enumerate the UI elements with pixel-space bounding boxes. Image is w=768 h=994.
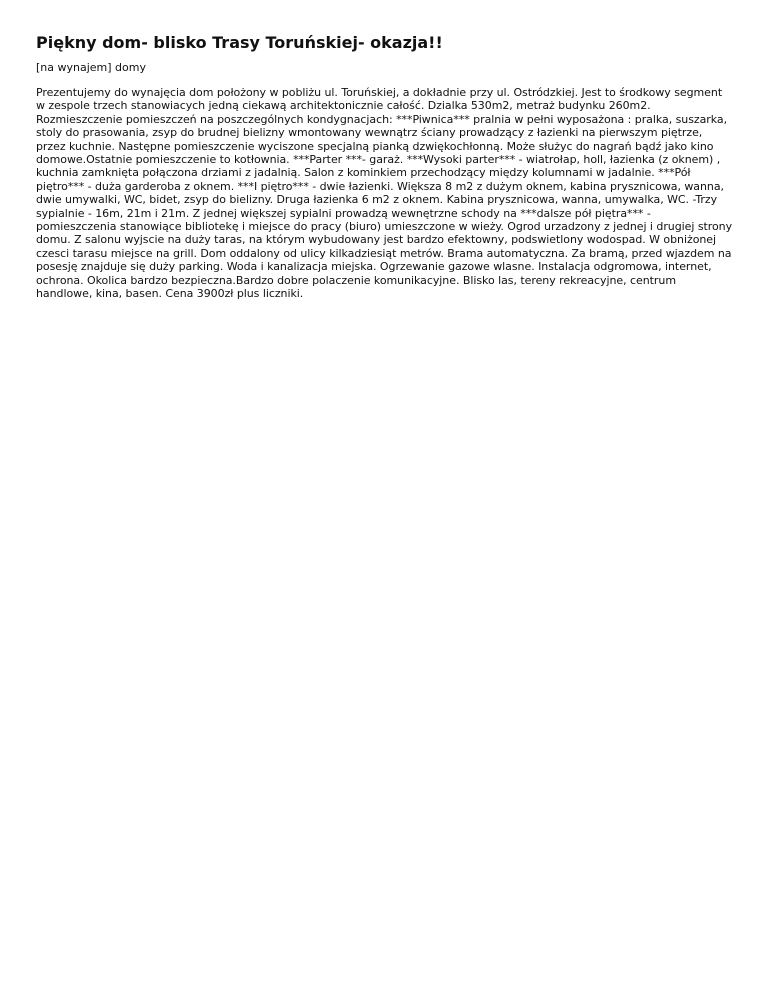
listing-page xyxy=(0,0,768,301)
listing-category: [na wynajem] domy xyxy=(36,61,146,74)
listing-title: Piękny dom- blisko Trasy Toruńskiej- okazja!! xyxy=(36,33,443,52)
listing-description: Prezentujemy do wynajęcia dom położony w pobliżu ul. Toruńskiej, a dokładnie przy ul. Ostródzkiej. Jest to środkowy segment w zespole trzech stanowiacych jedną ciekawą architektonicznie całość. Dzialka 530m2, metraż budynku 260m2. Rozmieszczenie pomieszczeń na poszczególnych kondygnacjach: ***Piwnica*** pralnia w pełni wyposażona : pralka, suszarka, stoly do prasowania, zsyp do brudnej bielizny wmontowany wewnątrz ściany prowadzący z łazienki na pierwszym piętrze, przez kuchnie. Następne pomieszczenie wyciszone specjalną pianką dzwiękochłonną. Może służyc do nagrań bądź jako kino domowe.Ostatnie pomieszczenie to kotłownia. ***Parter ***- garaż. ***Wysoki parter*** - wiatrołap, holl, łazienka (z oknem) , kuchnia zamknięta połączona drziami z jadalnią. Salon z kominkiem przechodzący między kolumnami w jadalnie. ***Pół piętro*** - duża garderoba z oknem. ***I piętro*** - dwie łazienki. Większa 8 m2 z dużym oknem, kabina prysznicowa, wanna, dwie umywalki, WC, bidet, zsyp do bielizny. Druga łazienka 6 m2 z oknem. Kabina prysznicowa, wanna, umywalka, WC. -Trzy sypialnie - 16m, 21m i 21m. Z jednej większej sypialni prowadzą wewnętrzne schody na ***dalsze pół piętra*** - pomieszczenia stanowiące bibliotekę i miejsce do pracy (biuro) umieszczone w wieży. Ogrod urzadzony z jednej i drugiej strony domu. Z salonu wyjscie na duży taras, na którym wybudowany jest bardzo efektowny, podswietlony wodospad. W obniżonej czesci tarasu miejsce na grill. Dom oddalony od ulicy kilkadziesiąt metrów. Brama automatyczna. Za bramą, przed wjazdem na posesję znajduje się duży parking. Woda i kanalizacja miejska. Ogrzewanie gazowe wlasne. Instalacja odgromowa, internet, ochrona. Okolica bardzo bezpieczna.Bardzo dobre polaczenie komunikacyjne. Blisko las, tereny rekreacyjne, centrum handlowe, kina, basen. Cena 3900zł plus liczniki. xyxy=(36,86,733,301)
